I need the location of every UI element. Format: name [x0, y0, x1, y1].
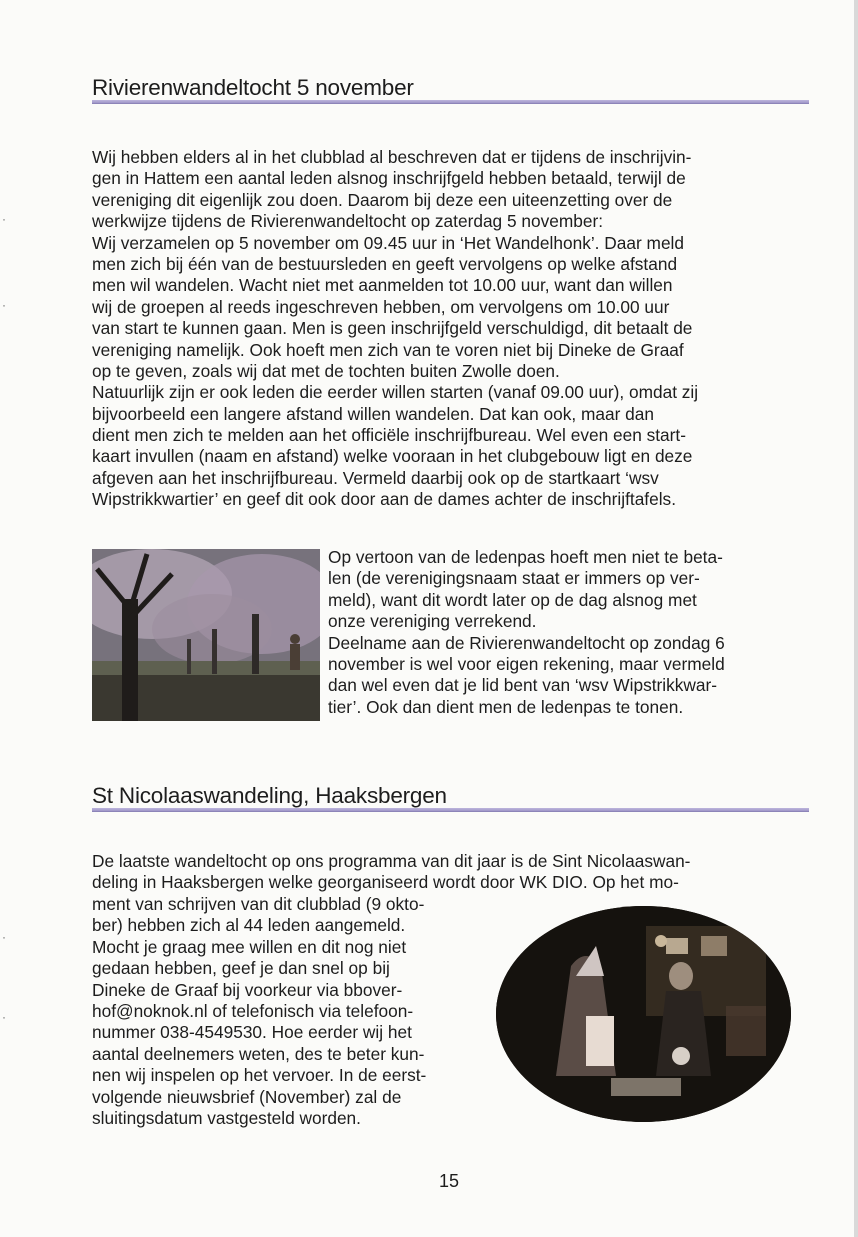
article-body-beside-photo-2: [92, 894, 426, 1129]
binder-hole-mark: ·: [2, 1010, 6, 1024]
text-line: kaart invullen (naam en afstand) welke vooraan in het clubgebouw ligt en deze: [92, 446, 693, 467]
text-line: gedaan hebben, geef je dan snel op bij: [92, 958, 390, 979]
text-line: men zich bij één van de bestuursleden en geeft vervolgens op welke afstand: [92, 253, 678, 274]
text-line: volgende nieuwsbrief (November) zal de: [92, 1086, 402, 1107]
text-line: len (de verenigingsnaam staat er immers op ver-: [328, 568, 700, 589]
text-line: Dineke de Graaf bij voorkeur via bbover-: [92, 979, 403, 1000]
text-line: meld), want dit wordt later op de dag alsnog met: [328, 589, 697, 610]
text-line: dan wel even dat je lid bent van ‘wsv Wipstrikkwar-: [328, 675, 717, 696]
article-body-rivierenwandeltocht: [92, 147, 698, 511]
text-line: vereniging dit eigenlijk zou doen. Daarom bij deze een uiteenzetting over de: [92, 189, 673, 210]
text-line: Wipstrikkwartier’ en geef dit ook door aan de dames achter de inschrijftafels.: [92, 489, 677, 510]
text-line: aantal deelnemers weten, des te beter kun-: [92, 1043, 425, 1064]
heading-rule: [92, 808, 809, 812]
text-line: Mocht je graag mee willen en dit nog niet: [92, 936, 407, 957]
heading-rule: [92, 100, 809, 104]
text-line: ment van schrijven van dit clubblad (9 okto-: [92, 894, 425, 914]
photo-sinterklaas-event: [496, 906, 791, 1122]
text-line: tier’. Ook dan dient men de ledenpas te tonen.: [328, 696, 684, 717]
text-line: De laatste wandeltocht op ons programma van dit jaar is de Sint Nicolaaswan-: [92, 851, 691, 871]
binder-hole-mark: ·: [2, 930, 6, 944]
text-line: Wij hebben elders al in het clubblad al beschreven dat er tijdens de inschrijvin-: [92, 147, 692, 167]
text-line: november is wel voor eigen rekening, maar vermeld: [328, 653, 725, 674]
text-line: sluitingsdatum vastgesteld worden.: [92, 1107, 361, 1128]
text-line: vereniging namelijk. Ook hoeft men zich van te voren niet bij Dineke de Graaf: [92, 339, 684, 360]
text-line: op te geven, zoals wij dat met de tochten buiten Zwolle doen.: [92, 360, 560, 381]
page-edge: [854, 0, 858, 1237]
photo-cherry-blossom-trees: [92, 549, 320, 721]
text-line: hof@noknok.nl of telefonisch via telefoon-: [92, 1000, 414, 1021]
text-line: van start te kunnen gaan. Men is geen inschrijfgeld verschuldigd, dit betaalt de: [92, 318, 693, 339]
text-line: dient men zich te melden aan het officiële inschrijfbureau. Wel even een start-: [92, 425, 686, 446]
text-line: bijvoorbeeld een langere afstand willen wandelen. Dat kan ook, maar dan: [92, 403, 655, 424]
text-line: Deelname aan de Rivierenwandeltocht op zondag 6: [328, 632, 725, 653]
text-line: ber) hebben zich al 44 leden aangemeld.: [92, 915, 406, 936]
text-line: Op vertoon van de ledenpas hoeft men niet te beta-: [328, 547, 723, 567]
text-line: deling in Haaksbergen welke georganiseerd wordt door WK DIO. Op het mo-: [92, 872, 679, 893]
binder-hole-mark: ·: [2, 298, 6, 312]
article-body-beside-photo: [328, 547, 725, 718]
text-line: Wij verzamelen op 5 november om 09.45 uur in ‘Het Wandelhonk’. Daar meld: [92, 232, 685, 253]
text-line: onze vereniging verrekend.: [328, 611, 537, 632]
section-heading-rivierenwandeltocht: Rivierenwandeltocht 5 november: [92, 75, 414, 100]
text-line: werkwijze tijdens de Rivierenwandeltocht op zaterdag 5 november:: [92, 211, 604, 232]
text-line: gen in Hattem een aantal leden alsnog inschrijfgeld hebben betaald, terwijl de: [92, 168, 686, 189]
article-body-st-nicolaaswandeling: [92, 851, 690, 894]
text-line: wij de groepen al reeds ingeschreven hebben, om vervolgens om 10.00 uur: [92, 296, 670, 317]
text-line: Natuurlijk zijn er ook leden die eerder willen starten (vanaf 09.00 uur), omdat zij: [92, 382, 699, 403]
text-line: nummer 038-4549530. Hoe eerder wij het: [92, 1022, 412, 1043]
page-number: 15: [439, 1171, 460, 1191]
text-line: afgeven aan het inschrijfbureau. Vermeld daarbij ook op de startkaart ‘wsv: [92, 467, 659, 488]
binder-hole-mark: ·: [2, 212, 6, 226]
text-line: nen wij inspelen op het vervoer. In de eerst-: [92, 1065, 427, 1086]
section-heading-st-nicolaaswandeling: St Nicolaaswandeling, Haaksbergen: [92, 783, 447, 808]
text-line: men wil wandelen. Wacht niet met aanmelden tot 10.00 uur, want dan willen: [92, 275, 673, 296]
